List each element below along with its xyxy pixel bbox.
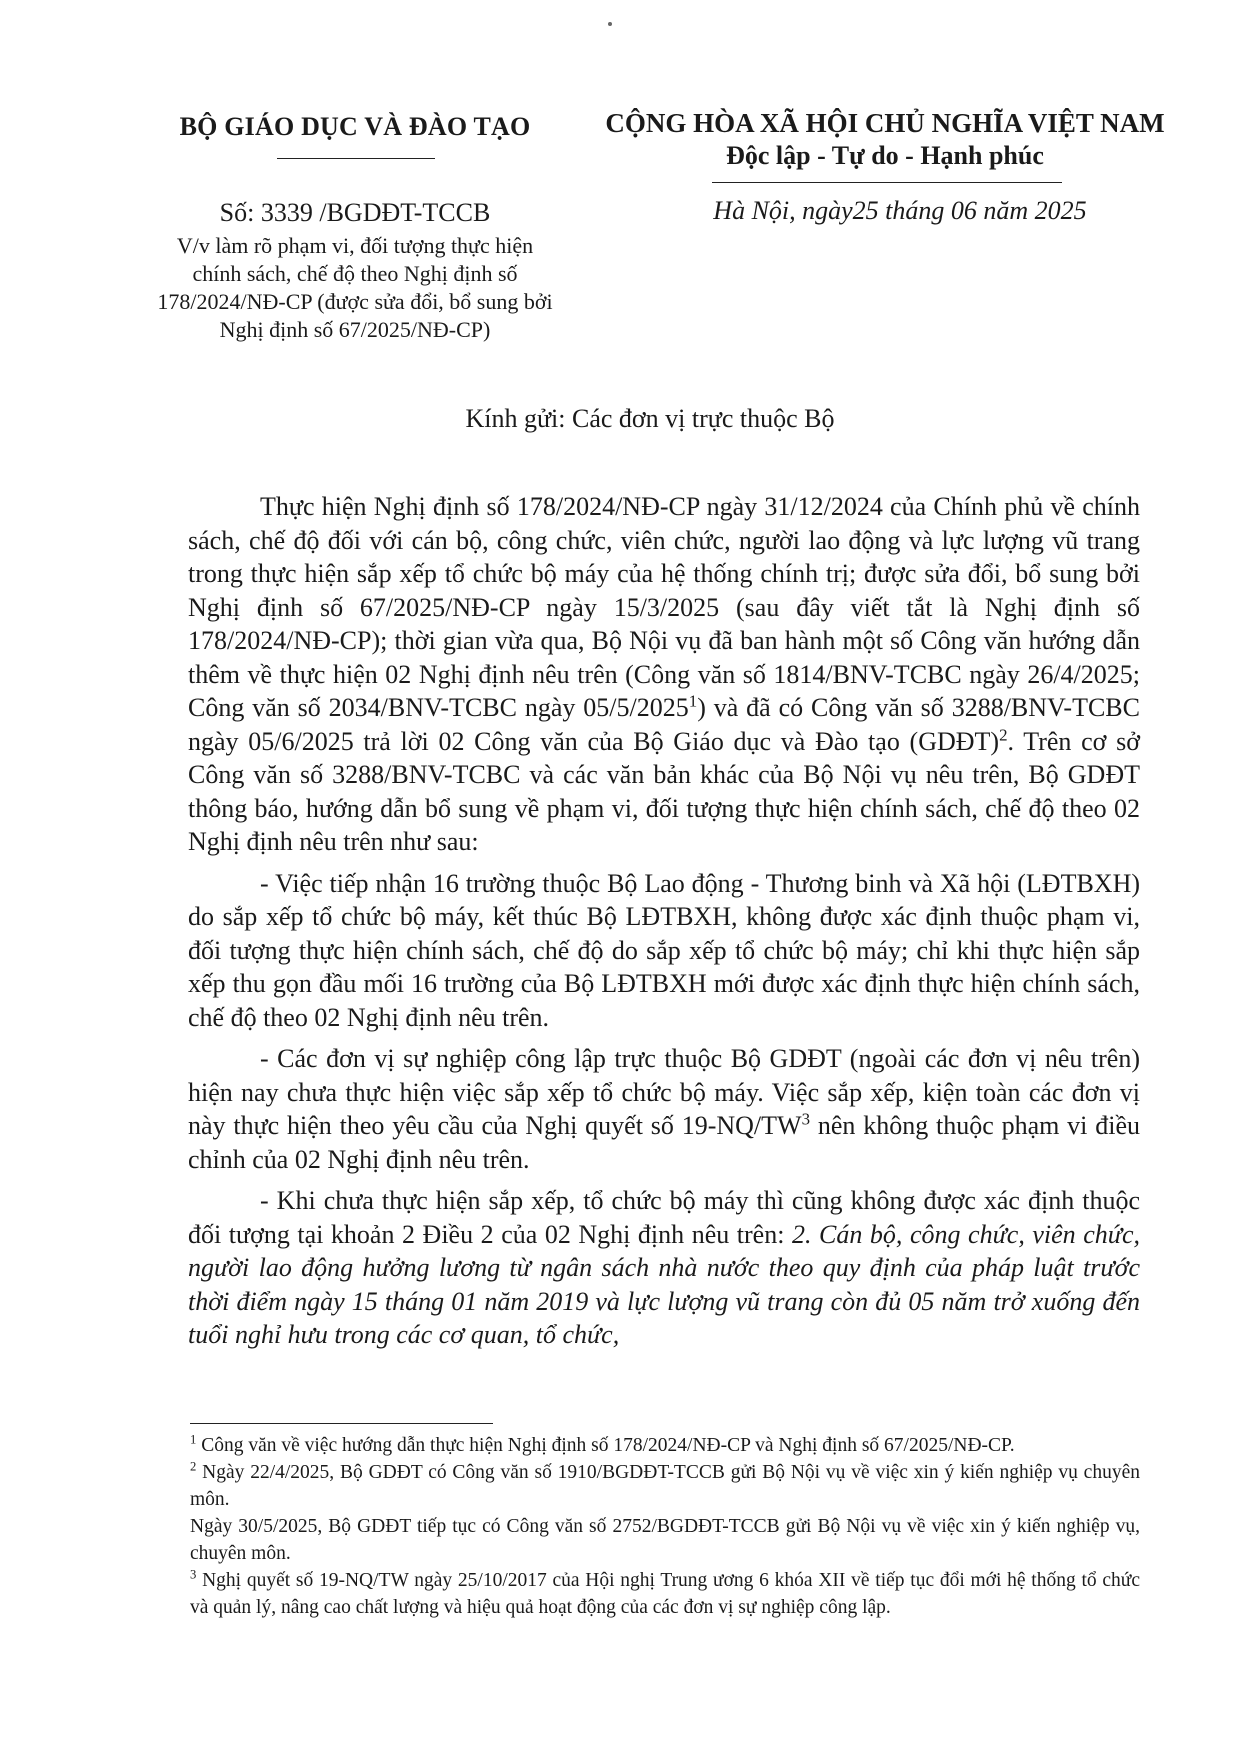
body-paragraph — [188, 1042, 1140, 1176]
footnote — [190, 1432, 1140, 1459]
agency-underline — [277, 158, 435, 159]
scan-speck — [608, 22, 612, 26]
body-text: Thực hiện Nghị định số 178/2024/NĐ-CP ngày 31/12/2024 của Chính phủ về chính sách, chế độ đối với cán bộ, công chức, viên chức, người lao động và lực lượng vũ trang trong thực hiện sắp xếp tổ chức bộ máy của hệ thống chính trị; được sửa đổi, bổ sung bởi Nghị định số 67/2025/NĐ-CP ngày 15/3/2025 (sau đây viết tắt là Nghị định số 178/2024/NĐ-CP); thời gian vừa qua, Bộ Nội vụ đã ban hành một số Công văn hướng dẫn thêm về thực hiện 02 Nghị định nêu trên (Công văn số 1814/BNV-TCBC ngày 26/4/2025; Công văn số 2034/BNV-TCBC ngày 05/5/2025 — [188, 492, 1140, 722]
footnote-mark: 3 — [190, 1567, 197, 1582]
footnote-text: Nghị quyết số 19-NQ/TW ngày 25/10/2017 của Hội nghị Trung ương 6 khóa XII về tiếp tục đổi mới hệ thống tổ chức và quản lý, nâng cao chất lượng và hiệu quả hoạt động của các đơn vị sự nghiệp công lập. — [190, 1570, 1140, 1618]
footnote-separator — [190, 1423, 493, 1424]
country-name: CỘNG HÒA XÃ HỘI CHỦ NGHĨA VIỆT NAM — [605, 108, 1165, 138]
footnote-text: Ngày 22/4/2025, Bộ GDĐT có Công văn số 1910/BGDĐT-TCCB gửi Bộ Nội vụ về việc xin ý kiến nghiệp vụ chuyên môn. — [190, 1462, 1140, 1510]
footnote-mark: 2 — [190, 1459, 197, 1474]
quoted-clause: 2. Cán bộ, công chức, viên chức, người lao động hưởng lương từ ngân sách nhà nước theo quy định của pháp luật trước thời điểm ngày 15 tháng 01 năm 2019 và lực lượng vũ trang còn đủ 05 năm trở xuống đến tuổi nghỉ hưu trong các cơ quan, tổ chức, — [188, 1219, 1140, 1349]
place-and-date: Hà Nội, ngày25 tháng 06 năm 2025 — [713, 196, 1087, 225]
footnote — [190, 1459, 1140, 1513]
footnote: Ngày 30/5/2025, Bộ GDĐT tiếp tục có Công văn số 2752/BGDĐT-TCCB gửi Bộ Nội vụ về việc xin ý kiến nghiệp vụ, chuyên môn. — [190, 1516, 1140, 1564]
body-paragraph — [188, 490, 1140, 859]
national-header — [585, 108, 1185, 171]
body-paragraph: - Việc tiếp nhận 16 trường thuộc Bộ Lao động - Thương binh và Xã hội (LĐTBXH) do sắp xếp tổ chức bộ máy, kết thúc Bộ LĐTBXH, không được xác định thuộc phạm vi, đối tượng thực hiện chính sách, chế độ do sắp xếp tổ chức bộ máy; chỉ khi thực hiện sắp xếp thu gọn đầu mối 16 trường của Bộ LĐTBXH mới được xác định thực hiện chính sách, chế độ theo 02 Nghị định nêu trên. — [188, 868, 1140, 1032]
footnote-ref: 2 — [999, 724, 1008, 744]
body-paragraph — [188, 1184, 1140, 1352]
body-text: - Khi chưa thực hiện sắp xếp, tổ chức bộ máy thì cũng không được xác định thuộc đối tượng tại khoản 2 Điều 2 của 02 Nghị định nêu trên: — [188, 1186, 1140, 1249]
motto-underline — [712, 182, 1062, 183]
footnote-ref: 1 — [688, 691, 698, 711]
agency-name: BỘ GIÁO DỤC VÀ ĐÀO TẠO — [179, 112, 531, 141]
document-subject: V/v làm rõ phạm vi, đối tượng thực hiện chính sách, chế độ theo Nghị định số 178/2024/NĐ-CP (được sửa đổi, bổ sung bởi Nghị định số 67/2025/NĐ-CP) — [157, 233, 553, 342]
body-text: nên không thuộc phạm vi điều chỉnh của 02 Nghị định nêu trên. — [188, 1111, 1140, 1174]
body-text: . Trên cơ sở Công văn số 3288/BNV-TCBC và các văn bản khác của Bộ Nội vụ nêu trên, Bộ GDĐT thông báo, hướng dẫn bổ sung về phạm vi, đối tượng thực hiện chính sách, chế độ theo 02 Nghị định nêu trên như sau: — [188, 726, 1140, 856]
footnote-text: Công văn về việc hướng dẫn thực hiện Nghị định số 178/2024/NĐ-CP và Nghị định số 67/2025/NĐ-CP. — [196, 1435, 1015, 1456]
footnote-mark: 1 — [190, 1432, 197, 1447]
body-text: - Các đơn vị sự nghiệp công lập trực thuộc Bộ GDĐT (ngoài các đơn vị nêu trên) hiện nay chưa thực hiện việc sắp xếp tổ chức bộ máy. Việc sắp xếp, kiện toàn các đơn vị này thực hiện theo yêu cầu của Nghị quyết số 19-NQ/TW — [188, 1044, 1140, 1140]
footnote-ref: 3 — [801, 1109, 811, 1129]
body-text: ) và đã có Công văn số 3288/BNV-TCBC ngày 05/6/2025 trả lời 02 Công văn của Bộ Giáo dục và Đào tạo (GDĐT) — [188, 693, 1140, 756]
national-motto: Độc lập - Tự do - Hạnh phúc — [726, 141, 1044, 170]
agency-header — [150, 112, 560, 142]
document-body — [188, 490, 1140, 1360]
footnote — [190, 1567, 1140, 1621]
document-number: Số: 3339 /BGDĐT-TCCB — [219, 198, 491, 227]
footnotes — [190, 1432, 1140, 1621]
recipient-line: Kính gửi: Các đơn vị trực thuộc Bộ — [465, 404, 835, 433]
